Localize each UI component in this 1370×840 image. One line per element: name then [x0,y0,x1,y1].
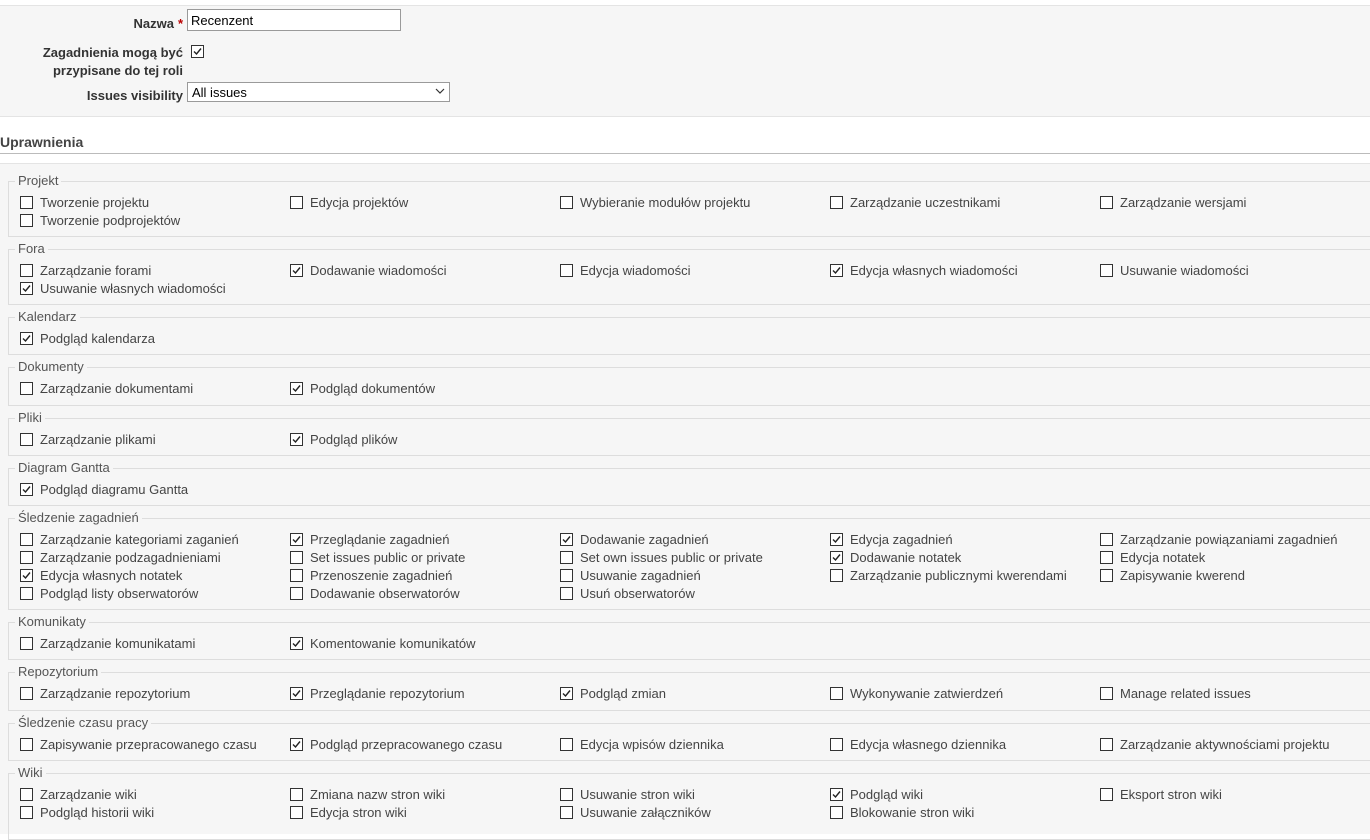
permission-checkbox[interactable] [20,282,33,295]
permission-checkbox[interactable] [560,569,573,582]
permission-group [8,418,1370,456]
name-label [133,15,183,33]
issues-visibility-select[interactable] [187,82,450,102]
permission-group [8,468,1370,506]
permission-label: Edycja stron wiki [310,805,407,820]
permission-checkbox[interactable] [290,806,303,819]
permission-checkbox[interactable] [1100,551,1113,564]
permission-group-title: Kalendarz [15,309,80,325]
checkmark-icon [291,434,302,445]
permission-group-title: Projekt [15,173,61,189]
permission-checkbox[interactable] [20,214,33,227]
permission-label: Dodawanie notatek [850,550,962,565]
permission-checkbox[interactable] [290,196,303,209]
permission-label: Usuń obserwatorów [580,586,695,601]
permission-checkbox[interactable] [830,788,843,801]
permission-label: Zarządzanie repozytorium [40,686,191,701]
permission-label: Usuwanie stron wiki [580,787,695,802]
checkmark-icon [291,534,302,545]
permission-label: Tworzenie projektu [40,195,150,210]
permission-checkbox[interactable] [290,433,303,446]
permission-label: Komentowanie komunikatów [310,636,476,651]
permission-checkbox[interactable] [560,788,573,801]
checkmark-icon [831,789,842,800]
permission-label: Podgląd przepracowanego czasu [310,737,503,752]
checkmark-icon [291,739,302,750]
chevron-down-icon [435,84,445,98]
permission-label: Edycja własnego dziennika [850,737,1007,752]
permission-label: Zapisywanie kwerend [1120,568,1246,583]
permission-label: Edycja wpisów dziennika [580,737,724,752]
permission-label: Edycja projektów [310,195,409,210]
permission-group-title: Repozytorium [15,664,101,680]
permission-label: Blokowanie stron wiki [850,805,975,820]
permission-checkbox[interactable] [830,738,843,751]
permission-label: Podgląd historii wiki [40,805,155,820]
permission-label: Usuwanie własnych wiadomości [40,281,226,296]
checkmark-icon [831,552,842,563]
checkmark-icon [831,534,842,545]
permission-label: Edycja własnych notatek [40,568,183,583]
permission-checkbox[interactable] [20,382,33,395]
permission-checkbox[interactable] [20,533,33,546]
checkmark-icon [192,46,203,57]
permission-label: Podgląd plików [310,432,398,447]
permission-label: Zarządzanie wiki [40,787,137,802]
assignable-checkbox[interactable] [191,45,204,58]
permission-label: Dodawanie obserwatorów [310,586,460,601]
permission-label: Wykonywanie zatwierdzeń [850,686,1004,701]
permission-checkbox[interactable] [20,587,33,600]
permission-label: Zarządzanie uczestnikami [850,195,1001,210]
permission-checkbox[interactable] [20,483,33,496]
checkmark-icon [561,688,572,699]
permission-label: Zarządzanie wersjami [1120,195,1247,210]
permission-checkbox[interactable] [20,738,33,751]
permission-label: Dodawanie zagadnień [580,532,709,547]
permission-label: Set own issues public or private [580,550,763,565]
permission-label: Zmiana nazw stron wiki [310,787,446,802]
permission-label: Zarządzanie aktywnościami projektu [1120,737,1330,752]
permission-checkbox[interactable] [560,687,573,700]
permission-label: Edycja wiadomości [580,263,691,278]
permission-checkbox[interactable] [1100,738,1113,751]
checkmark-icon [561,534,572,545]
permission-checkbox[interactable] [830,551,843,564]
permission-checkbox[interactable] [830,196,843,209]
assignable-label-line1: Zagadnienia mogą być [42,45,183,60]
permission-label: Usuwanie zagadnień [580,568,701,583]
permission-label: Edycja notatek [1120,550,1206,565]
assignable-label-line2: przypisane do tej roli [52,63,183,78]
permission-checkbox[interactable] [1100,788,1113,801]
permission-checkbox[interactable] [20,332,33,345]
permission-label: Podgląd kalendarza [40,331,155,346]
checkmark-icon [291,383,302,394]
permission-checkbox[interactable] [290,551,303,564]
permission-label: Podgląd wiki [850,787,923,802]
permission-checkbox[interactable] [20,637,33,650]
permission-group [8,367,1370,406]
permission-label: Edycja własnych wiadomości [850,263,1018,278]
name-input[interactable] [187,9,401,31]
permission-label: Podgląd zmian [580,686,666,701]
issues-visibility-label: Issues visibility [86,88,183,103]
permission-label: Zarządzanie podzagadnieniami [40,550,221,565]
permissions-divider [0,153,1370,154]
permission-checkbox[interactable] [560,264,573,277]
permission-checkbox[interactable] [290,738,303,751]
permission-checkbox[interactable] [560,738,573,751]
permission-checkbox[interactable] [290,788,303,801]
permission-group [8,317,1370,355]
permission-checkbox[interactable] [1100,569,1113,582]
name-label-text: Nazwa [133,16,174,31]
permission-checkbox[interactable] [1100,196,1113,209]
permission-checkbox[interactable] [830,569,843,582]
permission-label: Set issues public or private [310,550,466,565]
permission-label: Edycja zagadnień [850,532,953,547]
permission-label: Wybieranie modułów projektu [580,195,751,210]
permission-checkbox[interactable] [830,533,843,546]
permission-group-title: Diagram Gantta [15,460,113,476]
permission-checkbox[interactable] [560,551,573,564]
permission-label: Zarządzanie powiązaniami zagadnień [1120,532,1338,547]
permission-group-title: Dokumenty [15,359,87,375]
permission-checkbox[interactable] [290,533,303,546]
permission-group-title: Wiki [15,765,46,781]
permission-checkbox[interactable] [560,806,573,819]
permission-label: Podgląd diagramu Gantta [40,482,189,497]
permission-group-title: Śledzenie zagadnień [15,510,142,526]
checkmark-icon [21,333,32,344]
permission-label: Usuwanie wiadomości [1120,263,1249,278]
permission-group-title: Komunikaty [15,614,89,630]
permission-checkbox[interactable] [1100,264,1113,277]
permission-checkbox[interactable] [20,806,33,819]
checkmark-icon [831,265,842,276]
permission-label: Przenoszenie zagadnień [310,568,453,583]
permission-label: Zarządzanie forami [40,263,152,278]
permission-checkbox[interactable] [290,569,303,582]
permissions-title: Uprawnienia [0,134,84,150]
permission-checkbox[interactable] [560,196,573,209]
permission-checkbox[interactable] [1100,687,1113,700]
permission-checkbox[interactable] [290,264,303,277]
permission-label: Zarządzanie plikami [40,432,156,447]
permission-checkbox[interactable] [560,587,573,600]
permission-label: Eksport stron wiki [1120,787,1222,802]
permission-checkbox[interactable] [1100,533,1113,546]
permission-checkbox[interactable] [830,264,843,277]
permission-label: Zapisywanie przepracowanego czasu [40,737,257,752]
permission-checkbox[interactable] [830,687,843,700]
permission-group [8,622,1370,660]
permission-checkbox[interactable] [20,264,33,277]
permission-checkbox[interactable] [20,687,33,700]
issues-visibility-value: All issues [192,85,247,100]
permission-label: Usuwanie załączników [580,805,711,820]
permission-checkbox[interactable] [560,533,573,546]
permission-checkbox[interactable] [290,587,303,600]
permission-checkbox[interactable] [20,788,33,801]
permission-checkbox[interactable] [830,806,843,819]
permission-label: Podgląd listy obserwatorów [40,586,199,601]
permission-label: Zarządzanie komunikatami [40,636,196,651]
permission-label: Zarządzanie kategoriami zaganień [40,532,239,547]
permission-label: Manage related issues [1120,686,1251,701]
permission-checkbox[interactable] [20,569,33,582]
checkmark-icon [21,484,32,495]
checkmark-icon [21,283,32,294]
permission-label: Dodawanie wiadomości [310,263,447,278]
checkmark-icon [291,638,302,649]
permission-label: Przeglądanie zagadnień [310,532,450,547]
permission-checkbox[interactable] [20,196,33,209]
permission-checkbox[interactable] [290,637,303,650]
permission-group-title: Śledzenie czasu pracy [15,715,151,731]
permission-label: Podgląd dokumentów [310,381,436,396]
checkmark-icon [21,570,32,581]
checkmark-icon [291,688,302,699]
permission-checkbox[interactable] [20,551,33,564]
checkmark-icon [291,265,302,276]
permission-checkbox[interactable] [290,382,303,395]
permission-label: Przeglądanie repozytorium [310,686,465,701]
required-mark: * [177,16,183,31]
permission-label: Tworzenie podprojektów [40,213,181,228]
permission-label: Zarządzanie publicznymi kwerendami [850,568,1067,583]
permission-checkbox[interactable] [20,433,33,446]
permission-checkbox[interactable] [290,687,303,700]
permission-label: Zarządzanie dokumentami [40,381,194,396]
permission-group-title: Fora [15,241,48,257]
permission-group-title: Pliki [15,410,45,426]
